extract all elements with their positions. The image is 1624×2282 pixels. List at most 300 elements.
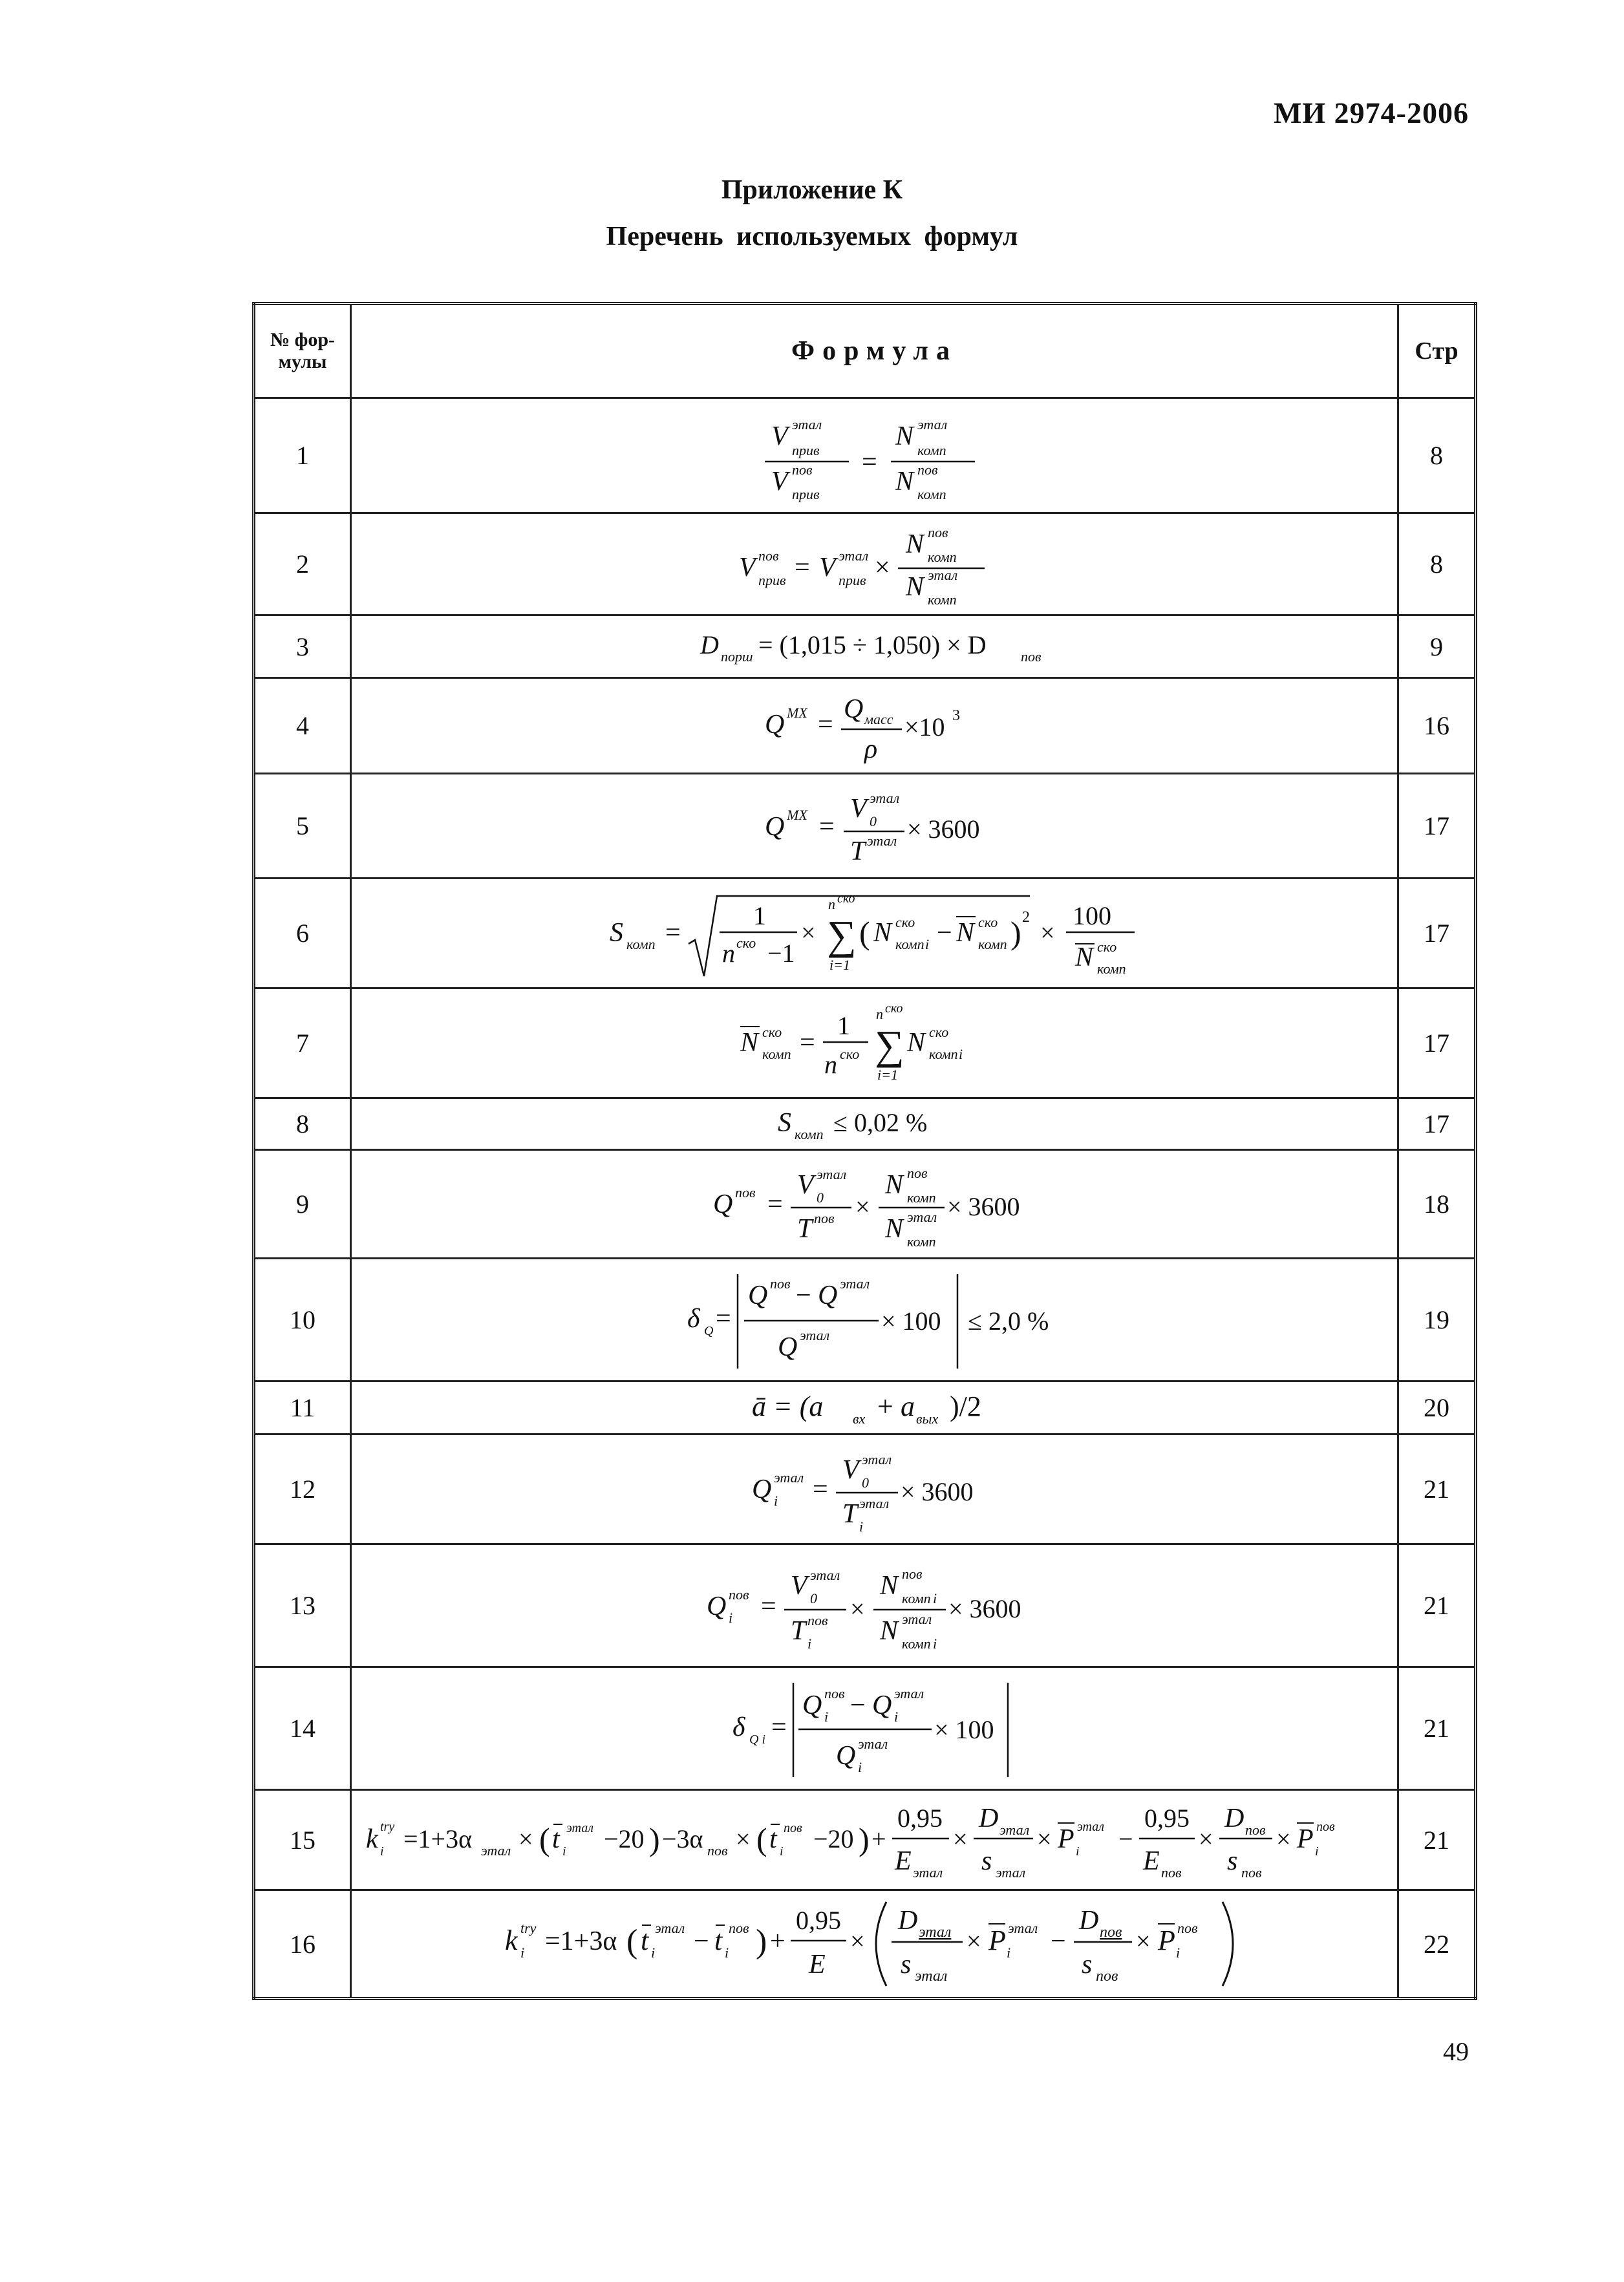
svg-text:(: (: [539, 1821, 550, 1857]
svg-text:прив: прив: [791, 485, 820, 502]
svg-text:V: V: [796, 1169, 814, 1200]
svg-text:i: i: [807, 1635, 811, 1652]
svg-text:i: i: [779, 1844, 784, 1859]
svg-text:i=1: i=1: [877, 1066, 898, 1083]
svg-text:0: 0: [861, 1474, 869, 1491]
appendix-title: Приложение К: [721, 175, 903, 205]
svg-text:пов: пов: [1020, 648, 1042, 665]
svg-text:×: ×: [1198, 1824, 1213, 1853]
svg-text:N: N: [740, 1027, 758, 1058]
table-row: [254, 774, 1476, 879]
svg-text:V: V: [771, 421, 788, 451]
svg-text:ρ: ρ: [864, 734, 877, 764]
page-ref: 17: [1398, 988, 1476, 1098]
table-row: [254, 1667, 1476, 1790]
svg-text:−3α: −3α: [661, 1824, 703, 1853]
svg-text:пов: пов: [824, 1685, 845, 1701]
svg-text:E: E: [808, 1950, 826, 1979]
table-header-row: [254, 304, 1476, 398]
formula-cell: [351, 1259, 1398, 1381]
header-formula-number: № фор- мулы: [254, 304, 351, 398]
svg-text:T: T: [790, 1616, 806, 1646]
svg-text:(: (: [859, 914, 870, 951]
formula-cell: [351, 1544, 1398, 1667]
table-row: [254, 1434, 1476, 1544]
svg-text:=: =: [799, 1027, 815, 1058]
svg-text:комп: комп: [927, 591, 957, 608]
formula-3: [694, 624, 1056, 669]
page-ref: 21: [1398, 1434, 1476, 1544]
formula-number: 4: [254, 678, 351, 774]
svg-text:V: V: [771, 466, 788, 496]
svg-text:E: E: [894, 1846, 912, 1876]
svg-text:i: i: [379, 1844, 384, 1859]
formula-16: [500, 1895, 1250, 1992]
svg-text:× 100: × 100: [934, 1714, 994, 1744]
svg-text:пов: пов: [728, 1920, 749, 1936]
svg-text:этал: этал: [654, 1920, 685, 1936]
svg-text:× 3600: × 3600: [946, 1191, 1020, 1221]
svg-text:T: T: [842, 1498, 857, 1529]
svg-text:этал: этал: [839, 1275, 870, 1292]
table-row: [254, 615, 1476, 678]
svg-text:×: ×: [874, 552, 890, 582]
svg-text:этал: этал: [859, 1495, 889, 1511]
page-ref: 22: [1398, 1890, 1476, 1999]
svg-text:S: S: [777, 1107, 791, 1138]
svg-text:пов: пов: [901, 1565, 923, 1582]
svg-text:S: S: [609, 917, 623, 948]
svg-text:P: P: [1296, 1824, 1314, 1854]
svg-text:этал: этал: [480, 1842, 511, 1859]
svg-text:комп: комп: [917, 485, 946, 502]
svg-text:i: i: [650, 1945, 655, 1961]
svg-text:ско: ско: [736, 934, 756, 951]
svg-text:комп: комп: [906, 1233, 936, 1250]
svg-text:1: 1: [837, 1010, 850, 1040]
formula-cell: [351, 615, 1398, 678]
svg-text:×: ×: [735, 1824, 751, 1853]
svg-text:×: ×: [849, 1594, 865, 1623]
svg-text:s: s: [900, 1950, 911, 1979]
svg-text:N: N: [884, 1169, 903, 1200]
svg-text:пов: пов: [1241, 1864, 1262, 1881]
svg-text:пов: пов: [783, 1821, 802, 1835]
svg-text:=: =: [812, 1474, 828, 1504]
svg-text:i: i: [1075, 1844, 1080, 1859]
formula-number: 6: [254, 879, 351, 988]
svg-text:×: ×: [1276, 1824, 1291, 1853]
svg-text:≤ 0,02 %: ≤ 0,02 %: [833, 1107, 927, 1137]
svg-text:комп: комп: [794, 1125, 824, 1142]
svg-text:N: N: [884, 1213, 903, 1244]
page-ref: 17: [1398, 1098, 1476, 1150]
formula-number: 10: [254, 1259, 351, 1381]
svg-text:i: i: [893, 1708, 898, 1725]
svg-text:МХ: МХ: [786, 704, 807, 721]
svg-text:n: n: [721, 938, 735, 968]
svg-text:−: −: [693, 1926, 709, 1956]
svg-text:δ: δ: [732, 1712, 745, 1742]
svg-text:пов: пов: [1177, 1920, 1198, 1936]
page-ref: 17: [1398, 879, 1476, 988]
svg-text:ско: ско: [884, 1001, 903, 1016]
formula-cell: [351, 988, 1398, 1098]
svg-text:−: −: [1118, 1824, 1133, 1853]
page-ref: 21: [1398, 1544, 1476, 1667]
svg-text:пов: пов: [1099, 1924, 1122, 1941]
svg-text:прив: прив: [791, 442, 820, 458]
formula-number: 9: [254, 1150, 351, 1259]
svg-text:i: i: [932, 1590, 937, 1606]
table-row: [254, 1150, 1476, 1259]
svg-text:пов: пов: [917, 461, 938, 478]
table-row: [254, 879, 1476, 988]
svg-text:−20: −20: [603, 1824, 645, 1853]
formula-14: [726, 1674, 1023, 1784]
svg-text:Q: Q: [764, 709, 784, 740]
page-ref: 9: [1398, 615, 1476, 678]
formula-4: [758, 684, 991, 768]
formula-8: [771, 1102, 978, 1147]
svg-text:s: s: [1226, 1846, 1237, 1876]
svg-text:V: V: [849, 793, 867, 824]
formula-cell: [351, 678, 1398, 774]
formula-cell: [351, 879, 1398, 988]
svg-text:этал: этал: [914, 1968, 947, 1985]
svg-text:×: ×: [966, 1926, 981, 1956]
formula-number: 3: [254, 615, 351, 678]
svg-text:P: P: [1157, 1925, 1175, 1956]
header-page: Стр: [1398, 304, 1476, 398]
page-ref: 21: [1398, 1790, 1476, 1890]
svg-text:0: 0: [809, 1590, 817, 1606]
svg-text:× 3600: × 3600: [900, 1477, 974, 1506]
svg-text:Q: Q: [764, 811, 784, 842]
svg-text:k: k: [504, 1925, 518, 1956]
svg-text:×: ×: [855, 1191, 870, 1221]
svg-text:+: +: [877, 1390, 893, 1422]
formula-cell: [351, 1150, 1398, 1259]
svg-text:=: =: [760, 1591, 776, 1621]
svg-text:Q: Q: [802, 1690, 822, 1720]
svg-text:этал: этал: [1076, 1820, 1104, 1834]
svg-text:пов: пов: [1245, 1822, 1266, 1838]
page-ref: 16: [1398, 678, 1476, 774]
svg-text:D: D: [1224, 1804, 1244, 1833]
svg-text:комп: комп: [978, 935, 1007, 952]
svg-text:): ): [755, 1923, 767, 1960]
svg-text:Q: Q: [706, 1591, 726, 1621]
svg-text:2: 2: [1021, 908, 1030, 926]
formula-number: 13: [254, 1544, 351, 1667]
svg-text:N: N: [873, 917, 892, 948]
table-row: [254, 1790, 1476, 1890]
svg-text:i: i: [924, 935, 929, 952]
svg-text:i: i: [724, 1945, 729, 1961]
svg-text:D: D: [1078, 1906, 1098, 1935]
svg-text:i: i: [1175, 1945, 1180, 1961]
svg-text:0: 0: [869, 813, 877, 829]
svg-text:−: −: [936, 917, 952, 948]
svg-text:комп: комп: [901, 1635, 931, 1652]
svg-text:=1+3α: =1+3α: [403, 1824, 472, 1853]
svg-text:комп: комп: [917, 442, 946, 458]
list-title: Перечень используемых формул: [606, 222, 1018, 251]
svg-text:этал: этал: [861, 1451, 892, 1467]
svg-text:V: V: [818, 552, 836, 582]
svg-text:=: =: [818, 811, 835, 842]
formula-cell: [351, 1381, 1398, 1434]
svg-text:try: try: [379, 1820, 394, 1834]
svg-text:i: i: [857, 1758, 862, 1775]
formula-number: 2: [254, 513, 351, 615]
page-ref: 8: [1398, 398, 1476, 513]
svg-text:комп: комп: [901, 1590, 931, 1606]
svg-text:0,95: 0,95: [897, 1804, 943, 1833]
svg-text:комп: комп: [762, 1045, 791, 1062]
svg-text:n: n: [875, 1005, 883, 1022]
table-row: [254, 1381, 1476, 1434]
formula-10: [681, 1265, 1069, 1375]
svg-text:этал: этал: [893, 1685, 924, 1701]
svg-text:−1: −1: [767, 938, 795, 968]
svg-text:этал: этал: [869, 789, 899, 806]
svg-text:): ): [1010, 914, 1021, 951]
table-row: [254, 1098, 1476, 1150]
svg-text:=: =: [817, 709, 833, 740]
svg-text:): ): [858, 1821, 870, 1857]
svg-text:порш: порш: [720, 648, 753, 665]
formula-15: [361, 1795, 1389, 1885]
svg-text:≤ 2,0 %: ≤ 2,0 %: [967, 1306, 1049, 1336]
svg-text:N: N: [905, 571, 924, 602]
formula-number: 12: [254, 1434, 351, 1544]
svg-text:s: s: [1081, 1950, 1092, 1979]
header-formula: Формула: [351, 304, 1398, 398]
svg-text:пов: пов: [813, 1210, 835, 1226]
svg-text:+: +: [769, 1926, 785, 1956]
svg-text:прив: прив: [838, 571, 866, 588]
svg-text:этал: этал: [799, 1327, 829, 1343]
formula-cell: [351, 1890, 1398, 1999]
svg-text:этал: этал: [901, 1610, 932, 1627]
svg-text:этал: этал: [906, 1208, 937, 1225]
svg-text:V: V: [842, 1455, 859, 1485]
formula-number: 5: [254, 774, 351, 879]
svg-text:× 100: × 100: [881, 1306, 941, 1336]
svg-text:i: i: [773, 1492, 778, 1509]
svg-text:N: N: [895, 466, 914, 496]
svg-text:D: D: [897, 1906, 917, 1935]
formula-cell: [351, 1667, 1398, 1790]
svg-text:этал: этал: [866, 832, 897, 849]
svg-text:вх: вх: [852, 1410, 865, 1427]
svg-text:E: E: [1142, 1846, 1160, 1876]
svg-text:пов: пов: [1316, 1820, 1335, 1834]
svg-text:пов: пов: [927, 524, 948, 540]
svg-text:комп: комп: [927, 548, 957, 565]
svg-text:ско: ско: [978, 913, 998, 930]
svg-text:Q: Q: [777, 1332, 797, 1362]
svg-text:)/2: )/2: [949, 1390, 981, 1422]
svg-text:i: i: [728, 1609, 732, 1626]
table-row: [254, 1890, 1476, 1999]
svg-text:×: ×: [800, 917, 816, 947]
formula-number: 16: [254, 1890, 351, 1999]
svg-text:Q: Q: [751, 1474, 771, 1504]
svg-text:N: N: [905, 529, 924, 559]
svg-text:прив: прив: [758, 571, 786, 588]
svg-text:× 3600: × 3600: [948, 1594, 1021, 1623]
svg-text:δ: δ: [687, 1303, 700, 1334]
svg-text:0: 0: [816, 1189, 824, 1206]
svg-text:D: D: [978, 1804, 998, 1833]
svg-text:(: (: [756, 1821, 767, 1857]
svg-text:этал: этал: [857, 1735, 888, 1752]
svg-text:T: T: [849, 836, 865, 866]
svg-text:(: (: [626, 1923, 637, 1960]
table-row: [254, 678, 1476, 774]
svg-text:s: s: [981, 1846, 992, 1876]
svg-text:=: =: [715, 1303, 731, 1334]
svg-text:× 3600: × 3600: [906, 814, 980, 844]
svg-text:N: N: [956, 917, 974, 948]
page-ref: 20: [1398, 1381, 1476, 1434]
svg-text:×10: ×10: [904, 712, 945, 741]
svg-text:try: try: [520, 1920, 536, 1936]
svg-text:i: i: [1314, 1844, 1319, 1859]
svg-text:−: −: [849, 1690, 866, 1720]
document-code: МИ 2974-2006: [1273, 96, 1469, 129]
svg-text:i: i: [562, 1844, 566, 1859]
svg-text:P: P: [988, 1925, 1006, 1956]
svg-text:этал: этал: [809, 1566, 840, 1583]
table-row: [254, 1544, 1476, 1667]
formula-12: [745, 1441, 1004, 1538]
svg-text:комп: комп: [1096, 960, 1126, 977]
svg-text:×: ×: [1040, 917, 1055, 947]
svg-text:t: t: [714, 1925, 722, 1956]
svg-text:V: V: [738, 552, 756, 582]
svg-text:): ): [648, 1821, 660, 1857]
svg-text:этал: этал: [912, 1864, 943, 1881]
svg-text:∑: ∑: [874, 1021, 904, 1068]
svg-text:этал: этал: [1007, 1920, 1038, 1936]
svg-text:=: =: [794, 552, 810, 582]
page-ref: 8: [1398, 513, 1476, 615]
svg-text:этал: этал: [816, 1166, 846, 1182]
svg-text:−20: −20: [813, 1824, 854, 1853]
formula-cell: [351, 1098, 1398, 1150]
svg-text:комп: комп: [928, 1045, 958, 1062]
svg-text:×: ×: [518, 1824, 533, 1853]
svg-text:пов: пов: [791, 461, 813, 478]
svg-text:Q: Q: [747, 1280, 767, 1310]
svg-text:ско: ско: [839, 1045, 859, 1062]
formula-2: [732, 519, 1017, 610]
svg-text:N: N: [879, 1570, 898, 1601]
page-ref: 18: [1398, 1150, 1476, 1259]
svg-text:пов: пов: [769, 1275, 791, 1292]
svg-text:+: +: [871, 1824, 886, 1853]
svg-text:ā = (a: ā = (a: [751, 1390, 823, 1422]
svg-text:комп: комп: [895, 935, 924, 952]
formula-5: [758, 781, 991, 871]
table-row: [254, 398, 1476, 513]
svg-text:=: =: [771, 1712, 787, 1742]
svg-text:Q: Q: [817, 1280, 837, 1310]
formula-9: [707, 1156, 1043, 1253]
svg-text:t: t: [640, 1925, 648, 1956]
svg-text:Q: Q: [843, 694, 863, 724]
svg-text:k: k: [365, 1824, 378, 1854]
svg-text:этал: этал: [917, 416, 947, 432]
svg-text:комп: комп: [906, 1189, 936, 1206]
svg-text:этал: этал: [838, 547, 868, 564]
svg-text:этал: этал: [927, 566, 957, 583]
svg-text:D: D: [700, 630, 719, 659]
table-row: [254, 988, 1476, 1098]
svg-text:ско: ско: [1096, 938, 1116, 955]
svg-text:Q: Q: [703, 1323, 713, 1338]
svg-text:=: =: [861, 447, 877, 477]
svg-text:−: −: [795, 1280, 811, 1310]
svg-text:пов: пов: [758, 547, 779, 564]
svg-text:ско: ско: [762, 1023, 782, 1040]
svg-text:этал: этал: [791, 416, 822, 432]
svg-text:пов: пов: [1095, 1968, 1118, 1985]
svg-text:i: i: [520, 1945, 524, 1961]
svg-text:a: a: [900, 1390, 915, 1422]
svg-text:этал: этал: [999, 1822, 1029, 1838]
svg-text:масс: масс: [864, 710, 893, 727]
svg-text:пов: пов: [707, 1842, 728, 1859]
svg-text:Q: Q: [712, 1189, 732, 1219]
svg-text:T: T: [796, 1213, 812, 1244]
svg-text:n: n: [828, 895, 835, 912]
svg-text:i: i: [958, 1045, 963, 1062]
svg-text:ско: ско: [837, 891, 855, 906]
svg-text:ско: ско: [928, 1023, 948, 1040]
formula-6: [603, 882, 1146, 985]
svg-text:Q i: Q i: [749, 1732, 765, 1747]
formula-number: 1: [254, 398, 351, 513]
svg-text:пов: пов: [728, 1586, 749, 1603]
svg-text:= (1,015 ÷ 1,050) × D: = (1,015 ÷ 1,050) × D: [758, 630, 987, 659]
formula-11: [745, 1383, 1004, 1433]
svg-text:3: 3: [952, 707, 960, 724]
formula-cell: [351, 513, 1398, 615]
svg-text:i: i: [1006, 1945, 1010, 1961]
svg-text:пов: пов: [906, 1164, 928, 1181]
formula-cell: [351, 774, 1398, 879]
svg-text:P: P: [1057, 1824, 1074, 1854]
svg-text:этал: этал: [566, 1821, 593, 1835]
formula-cell: [351, 398, 1398, 513]
formula-number: 14: [254, 1667, 351, 1790]
svg-text:i=1: i=1: [829, 956, 850, 973]
svg-text:пов: пов: [734, 1184, 756, 1200]
svg-text:N: N: [906, 1027, 925, 1058]
svg-text:Q: Q: [835, 1740, 855, 1771]
svg-text:i: i: [824, 1708, 828, 1725]
svg-text:ско: ско: [895, 913, 915, 930]
svg-text:×: ×: [1135, 1926, 1151, 1956]
svg-text:N: N: [1074, 942, 1093, 972]
svg-text:этал: этал: [995, 1864, 1025, 1881]
page-ref: 21: [1398, 1667, 1476, 1790]
